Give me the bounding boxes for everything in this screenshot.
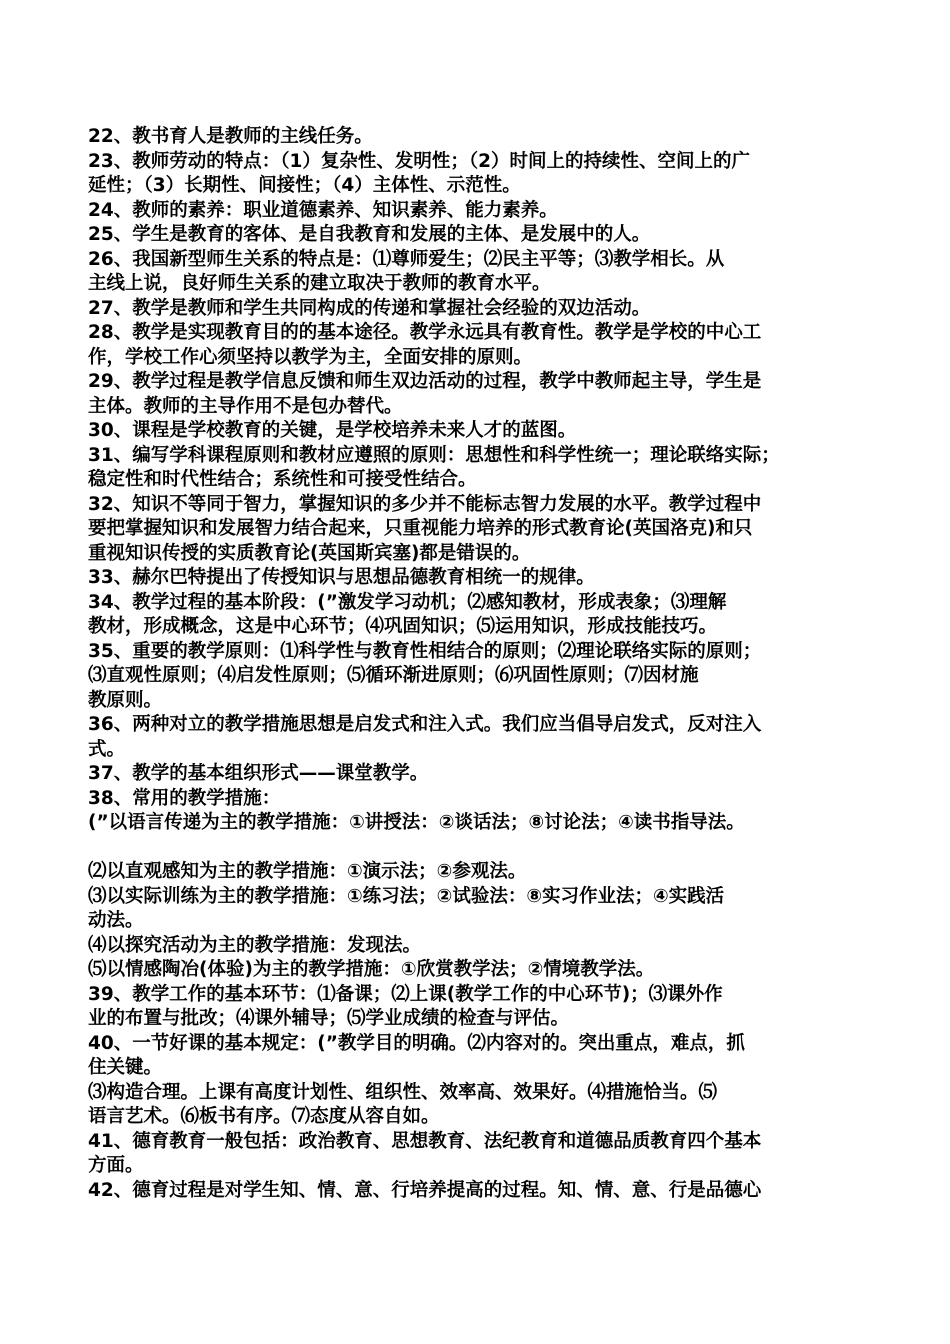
text-line: 作，学校工作心须坚持以教学为主，全面安排的原则。	[88, 346, 533, 368]
text-line: 业的布置与批改；⑷课外辅导；⑸学业成绩的检查与评估。	[88, 1008, 570, 1029]
text-line: 住关键。	[88, 1057, 163, 1078]
text-line: ⑶以实际训练为主的教学措施：①练习法；②试验法：⑧实习作业法；④实践活	[88, 885, 725, 907]
text-line: 主体。教师的主导作用不是包办替代。	[88, 395, 403, 417]
text-line: 30、课程是学校教育的关键，是学校培养未来人才的蓝图。	[88, 420, 577, 441]
text-line: 39、教学工作的基本环节：⑴备课；⑵上课(教学工作的中心环节)；⑶课外作	[88, 983, 723, 1005]
text-line: 31、编写学科课程原则和教材应遵照的原则：思想性和科学性统一；理论联络实际；	[88, 444, 780, 466]
text-line: 29、教学过程是教学信息反馈和师生双边活动的过程，教学中教师起主导，学生是	[88, 371, 762, 392]
text-line: 33、赫尔巴特提出了传授知识与思想品德教育相统一的规律。	[88, 567, 595, 588]
text-line: 要把掌握知识和发展智力结合起来，只重视能力培养的形式教育论(英国洛克)和只	[88, 518, 753, 539]
text-line: 重视知识传授的实质教育论(英国斯宾塞)都是错误的。	[88, 542, 531, 564]
text-line: ⑶直观性原则；⑷启发性原则；⑸循环渐进原则；⑹巩固性原则；⑺因材施	[88, 665, 699, 686]
text-line: (”以语言传递为主的教学措施：①讲授法：②谈话法；⑧讨论法；④读书指导法。	[88, 812, 745, 833]
text-line: 教原则。	[88, 689, 163, 711]
text-line: 27、教学是教师和学生共同构成的传递和掌握社会经验的双边活动。	[88, 297, 651, 319]
text-line: 38、常用的教学措施：	[88, 787, 281, 809]
text-line: 方面。	[88, 1155, 144, 1176]
text-line: 23、教师劳动的特点：（1）复杂性、发明性；（2）时间上的持续性、空间上的广	[88, 150, 750, 172]
text-line: ⑵以直观感知为主的教学措施：①演示法；②参观法。	[88, 861, 527, 882]
text-line: 34、教学过程的基本阶段：(”激发学习动机；⑵感知教材，形成表象；⑶理解	[88, 591, 727, 613]
text-line: 延性；（3）长期性、间接性；（4）主体性、示范性。	[88, 175, 521, 196]
text-line: 36、两种对立的教学措施思想是启发式和注入式。我们应当倡导启发式，反对注入	[88, 714, 762, 735]
text-line: 25、学生是教育的客体、是自我教育和发展的主体、是发展中的人。	[88, 224, 651, 245]
text-line: 41、德育教育一般包括：政治教育、思想教育、法纪教育和道德品质教育四个基本	[88, 1130, 762, 1152]
text-line: 26、我国新型师生关系的特点是：⑴尊师爱生；⑵民主平等；⑶教学相长。从	[88, 248, 725, 270]
text-line: 42、德育过程是对学生知、情、意、行培养提高的过程。知、情、意、行是品德心	[88, 1179, 762, 1201]
text-line: 动法。	[88, 910, 144, 931]
text-line: 28、教学是实现教育目的的基本途径。教学永远具有教育性。教学是学校的中心工	[88, 322, 762, 343]
text-line: 22、教书育人是教师的主线任务。	[88, 126, 373, 147]
text-line: 40、一节好课的基本规定：(”教学目的明确。⑵内容对的。突出重点，难点，抓	[88, 1032, 745, 1054]
text-line: 教材，形成概念，这是中心环节；⑷巩固知识；⑸运用知识，形成技能技巧。	[88, 616, 718, 637]
text-line: 语言艺术。⑹板书有序。⑺态度从容自如。	[88, 1106, 440, 1127]
text-line: 32、知识不等同于智力，掌握知识的多少并不能标志智力发展的水平。教学过程中	[88, 493, 762, 515]
document-body	[88, 125, 878, 1203]
text-line: 35、重要的教学原则：⑴科学性与教育性相结合的原则；⑵理论联络实际的原则；	[88, 640, 762, 662]
text-line: 稳定性和时代性结合；系统性和可接受性结合。	[88, 469, 477, 490]
text-line: ⑸以情感陶冶(体验)为主的教学措施：①欣赏教学法；②情境教学法。	[88, 959, 655, 980]
text-line: 式。	[88, 738, 126, 760]
text-line: 37、教学的基本组织形式——课堂教学。	[88, 763, 429, 784]
text-line: ⑷以探究活动为主的教学措施：发现法。	[88, 934, 422, 956]
text-line: ⑶构造合理。上课有高度计划性、组织性、效率高、效果好。⑷措施恰当。⑸	[88, 1081, 718, 1103]
blank-line	[88, 836, 878, 861]
text-line: 24、教师的素养：职业道德素养、知识素养、能力素养。	[88, 199, 558, 221]
text-line: 主线上说，良好师生关系的建立取决于教师的教育水平。	[88, 273, 551, 294]
